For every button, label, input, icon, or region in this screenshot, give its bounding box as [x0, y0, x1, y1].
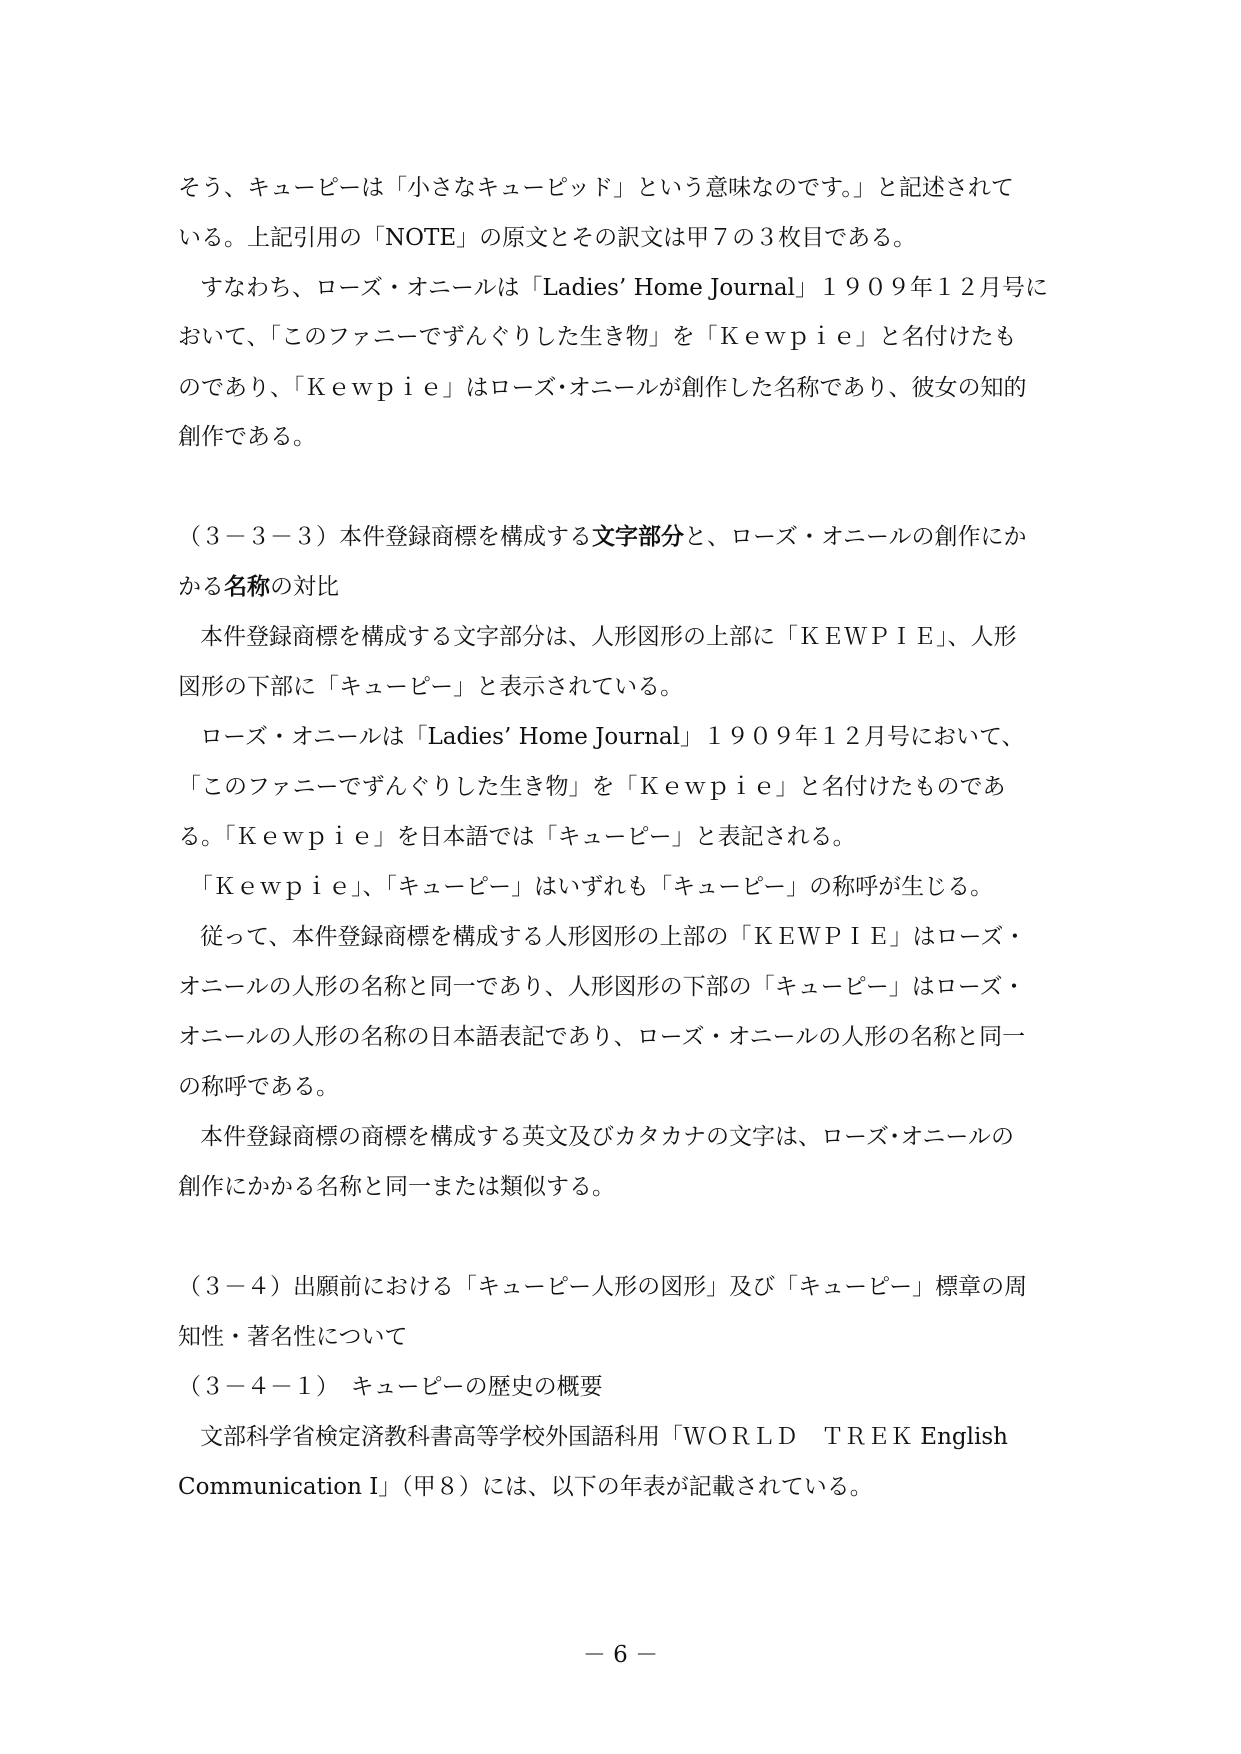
paragraph-line: Communication I」（甲８）には、以下の年表が記載されている。 — [178, 1474, 873, 1500]
heading-bold-text: 名称 — [224, 573, 270, 600]
section-heading: （３－４）出願前における「キューピー人形の図形」及び「キューピー」標章の周 — [178, 1274, 1028, 1300]
paragraph-line: 文部科学省検定済教科書高等学校外国語科用「ＷＯＲＬＤ ＴＲＥＫ English — [200, 1424, 1008, 1450]
paragraph-line: 「このファニーでずんぐりした生き物」を「Ｋｅｗｐｉｅ」と名付けたものであ — [178, 774, 1006, 800]
heading-bold-text: 文字部分 — [592, 523, 684, 550]
paragraph-line: いる。上記引用の「NOTE」の原文とその訳文は甲７の３枚目である。 — [178, 225, 917, 251]
paragraph-line: ローズ・オニールは「Ladies’ Home Journal」１９０９年１２月号において、 — [200, 724, 1025, 750]
paragraph-line: オニールの人形の名称と同一であり、人形図形の下部の「キューピー」はローズ・ — [178, 974, 1026, 1000]
paragraph-line: の称呼である。 — [178, 1074, 339, 1100]
paragraph-line: 従って、本件登録商標を構成する人形図形の上部の「ＫＥＷＰＩＥ」はローズ・ — [200, 924, 1027, 950]
section-heading: 知性・著名性について — [178, 1324, 408, 1350]
paragraph-line: そう、キューピーは「小さなキューピッド」という意味なのです。」と記述されて — [178, 175, 1014, 201]
subsection-heading: （３－４－１） キューピーの歴史の概要 — [178, 1374, 603, 1400]
paragraph-line: オニールの人形の名称の日本語表記であり、ローズ・オニールの人形の名称と同一 — [178, 1024, 1026, 1050]
paragraph-line: 「Ｋｅｗｐｉｅ」、「キューピー」はいずれも「キューピー」の称呼が生じる。 — [190, 874, 994, 900]
heading-text: （３－３－３）本件登録商標を構成する — [178, 524, 592, 550]
page-number: － 6 － — [582, 1642, 659, 1668]
section-heading — [178, 522, 1026, 552]
paragraph-line: おいて、「このファニーでずんぐりした生き物」を「Ｋｅｗｐｉｅ」と名付けたも — [178, 324, 1017, 350]
paragraph-line: 図形の下部に「キューピー」と表示されている。 — [178, 674, 684, 700]
paragraph-line: 創作である。 — [178, 424, 316, 450]
paragraph-line: すなわち、ローズ・オニールは「Ladies’ Home Journal」１９０９年１２月号に — [200, 275, 1048, 301]
paragraph-line: る。「Ｋｅｗｐｉｅ」を日本語では「キューピー」と表記される。 — [178, 824, 856, 850]
paragraph-line: 本件登録商標を構成する文字部分は、人形図形の上部に「ＫＥＷＰＩＥ」、人形 — [200, 624, 1017, 650]
section-heading — [178, 572, 339, 602]
paragraph-line: 本件登録商標の商標を構成する英文及びカタカナの文字は、ローズ･オニールの — [200, 1124, 1014, 1150]
heading-text: と、ローズ・オニールの創作にか — [684, 524, 1027, 550]
paragraph-line: 創作にかかる名称と同一または類似する。 — [178, 1174, 615, 1200]
heading-text: かる — [178, 574, 224, 600]
paragraph-line: のであり、「Ｋｅｗｐｉｅ」はローズ･オニールが創作した名称であり、彼女の知的 — [178, 375, 1027, 401]
heading-text: の対比 — [270, 574, 339, 600]
